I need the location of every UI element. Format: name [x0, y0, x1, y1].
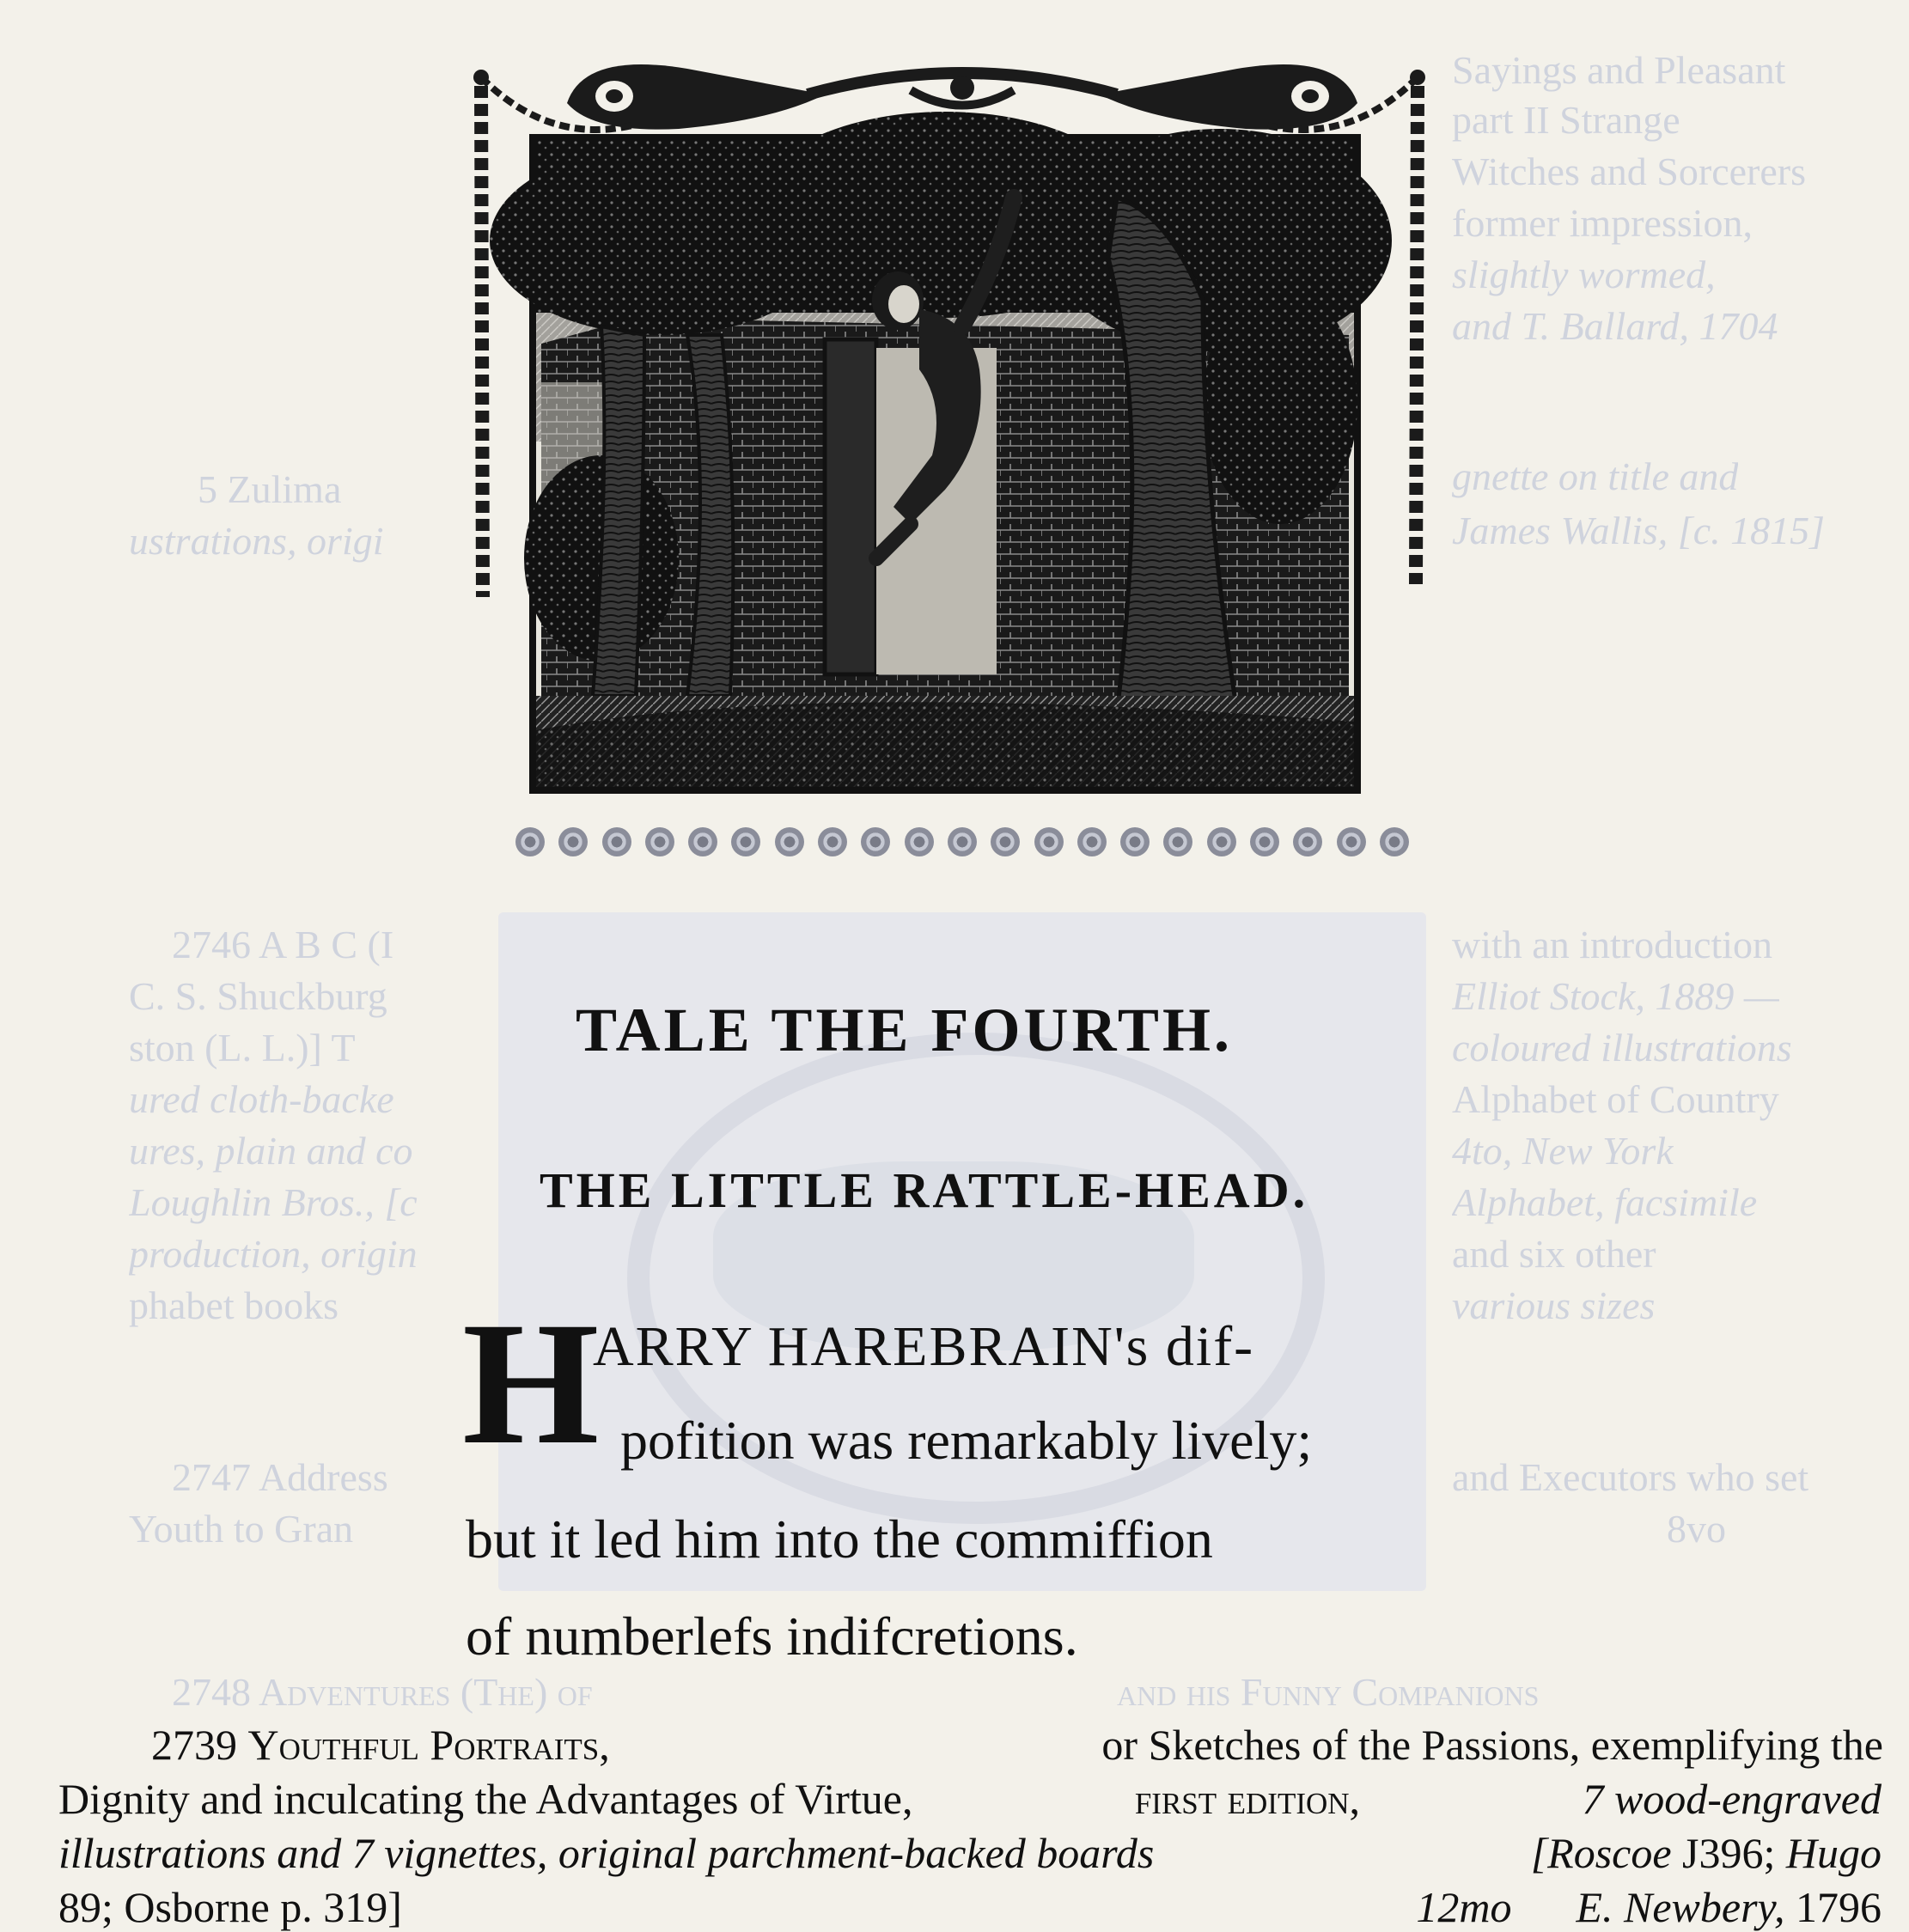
flower-ornament: [1337, 827, 1366, 856]
bleed-through-line: C. S. Shuckburg: [129, 974, 387, 1018]
flower-ornament: [602, 827, 631, 856]
flower-ornament: [948, 827, 977, 856]
flower-ornament: [1250, 827, 1279, 856]
bleed-through-line: Alphabet of Country: [1452, 1077, 1779, 1121]
bleed-through-line: Witches and Sorcerers: [1452, 149, 1806, 193]
bleed-through-line: and Executors who set: [1452, 1455, 1809, 1499]
entry-number: 2739: [151, 1721, 237, 1769]
tale-text-line: pofition was remarkably lively;: [620, 1410, 1313, 1471]
entry-ref-roscoe: [Roscoe: [1530, 1829, 1672, 1877]
entry-ref-osborne: 89; Osborne p. 319]: [58, 1883, 402, 1931]
tale-text-line: of numberlefs indifcretions.: [466, 1606, 1078, 1667]
drop-cap: H: [462, 1286, 600, 1481]
bleed-through-line: slightly wormed,: [1452, 253, 1716, 296]
bleed-through-line: with an introduction: [1452, 923, 1773, 966]
bleed-through-line: gnette on title and: [1452, 454, 1739, 498]
flower-ornament: [775, 827, 804, 856]
bleed-through-line: 2746 A B C (I: [172, 923, 394, 966]
entry-title-continued: or Sketches of the Passions, exemplifying the: [1101, 1721, 1883, 1769]
bleed-through-line: production, origin: [129, 1232, 418, 1276]
entry-illustrations: 7 wood-engraved: [1582, 1775, 1882, 1823]
flower-ornament: [515, 827, 545, 856]
tale-text-line: but it led him into the commiffion: [466, 1508, 1213, 1569]
bleed-through-line: and six other: [1452, 1232, 1656, 1276]
bleed-through-line: coloured illustrations: [1452, 1026, 1792, 1070]
bleed-through-line: Youth to Gran: [129, 1507, 354, 1551]
bleed-through-line: various sizes: [1452, 1283, 1656, 1327]
flower-ornament: [991, 827, 1020, 856]
catalogue-line-4: [58, 1882, 1882, 1932]
entry-binding: illustrations and 7 vignettes, original parchment-backed boards: [58, 1829, 1155, 1877]
flower-ornament: [731, 827, 760, 856]
entry-title: Youthful Portraits,: [247, 1721, 610, 1769]
flower-ornament: [1034, 827, 1064, 856]
flower-ornament: [1207, 827, 1236, 856]
flower-ornament-row: [515, 820, 1409, 863]
entry-ref-hugo: Hugo: [1785, 1829, 1882, 1877]
bleed-through-line: Sayings and Pleasant: [1452, 48, 1786, 92]
bleed-through-line: phabet books: [129, 1283, 339, 1327]
bleed-through-line: ured cloth-backe: [129, 1077, 394, 1121]
flower-ornament: [558, 827, 588, 856]
entry-ref-roscoe-code: J396;: [1682, 1829, 1776, 1877]
bleed-through-line: ures, plain and co: [129, 1129, 413, 1173]
catalogue-line-1: [151, 1720, 1883, 1770]
catalogue-line-3: [58, 1828, 1882, 1878]
flower-ornament: [1293, 827, 1322, 856]
garden-wall-scene: [490, 112, 1392, 790]
entry-format: 12mo: [1416, 1883, 1512, 1931]
tale-subtitle: THE LITTLE RATTLE-HEAD.: [540, 1162, 1309, 1218]
bleed-through-line: ustrations, origi: [129, 519, 384, 563]
flower-ornament: [1120, 827, 1150, 856]
entry-edition: first edition,: [1134, 1775, 1361, 1823]
flower-ornament: [905, 827, 934, 856]
flower-ornament: [645, 827, 674, 856]
bleed-through-line: 2747 Address: [172, 1455, 388, 1499]
flower-ornament: [688, 827, 717, 856]
bleed-through-line: 5 Zulima: [198, 467, 342, 511]
flower-ornament: [1163, 827, 1192, 856]
tale-title: TALE THE FOURTH.: [576, 996, 1233, 1064]
bleed-through-line: part II Strange: [1452, 98, 1680, 142]
bleed-through-line: 2748 Adventures (The) of: [172, 1670, 593, 1714]
bleed-through-line: 4to, New York: [1452, 1129, 1674, 1173]
bleed-through-line: Alphabet, facsimile: [1452, 1180, 1758, 1224]
tale-text-line: ARRY HAREBRAIN's dif-: [593, 1315, 1255, 1378]
bleed-through-line: James Wallis, [c. 1815]: [1452, 509, 1826, 552]
bleed-through-line: Elliot Stock, 1889 —: [1452, 974, 1779, 1018]
chain-left: [481, 86, 483, 597]
bleed-through-line: and T. Ballard, 1704: [1452, 304, 1778, 348]
bleed-through-line: 8vo: [1667, 1507, 1726, 1551]
chain-right: [1416, 86, 1418, 584]
flower-ornament: [861, 827, 890, 856]
flower-ornament: [818, 827, 847, 856]
entry-year: 1796: [1796, 1883, 1882, 1931]
flower-ornament: [1077, 827, 1107, 856]
bleed-through-line: ston (L. L.)] T: [129, 1026, 356, 1070]
entry-publisher: E. Newbery,: [1576, 1883, 1785, 1931]
entry-subtitle: Dignity and inculcating the Advantages of Virtue,: [58, 1775, 913, 1823]
bleed-through-line: and his Funny Companions: [1117, 1670, 1540, 1714]
bleed-through-line: former impression,: [1452, 201, 1753, 245]
flower-ornament: [1380, 827, 1409, 856]
bleed-through-line: Loughlin Bros., [c: [129, 1180, 418, 1224]
woodcut-illustration: [464, 43, 1435, 850]
catalogue-line-2: [58, 1774, 1882, 1824]
